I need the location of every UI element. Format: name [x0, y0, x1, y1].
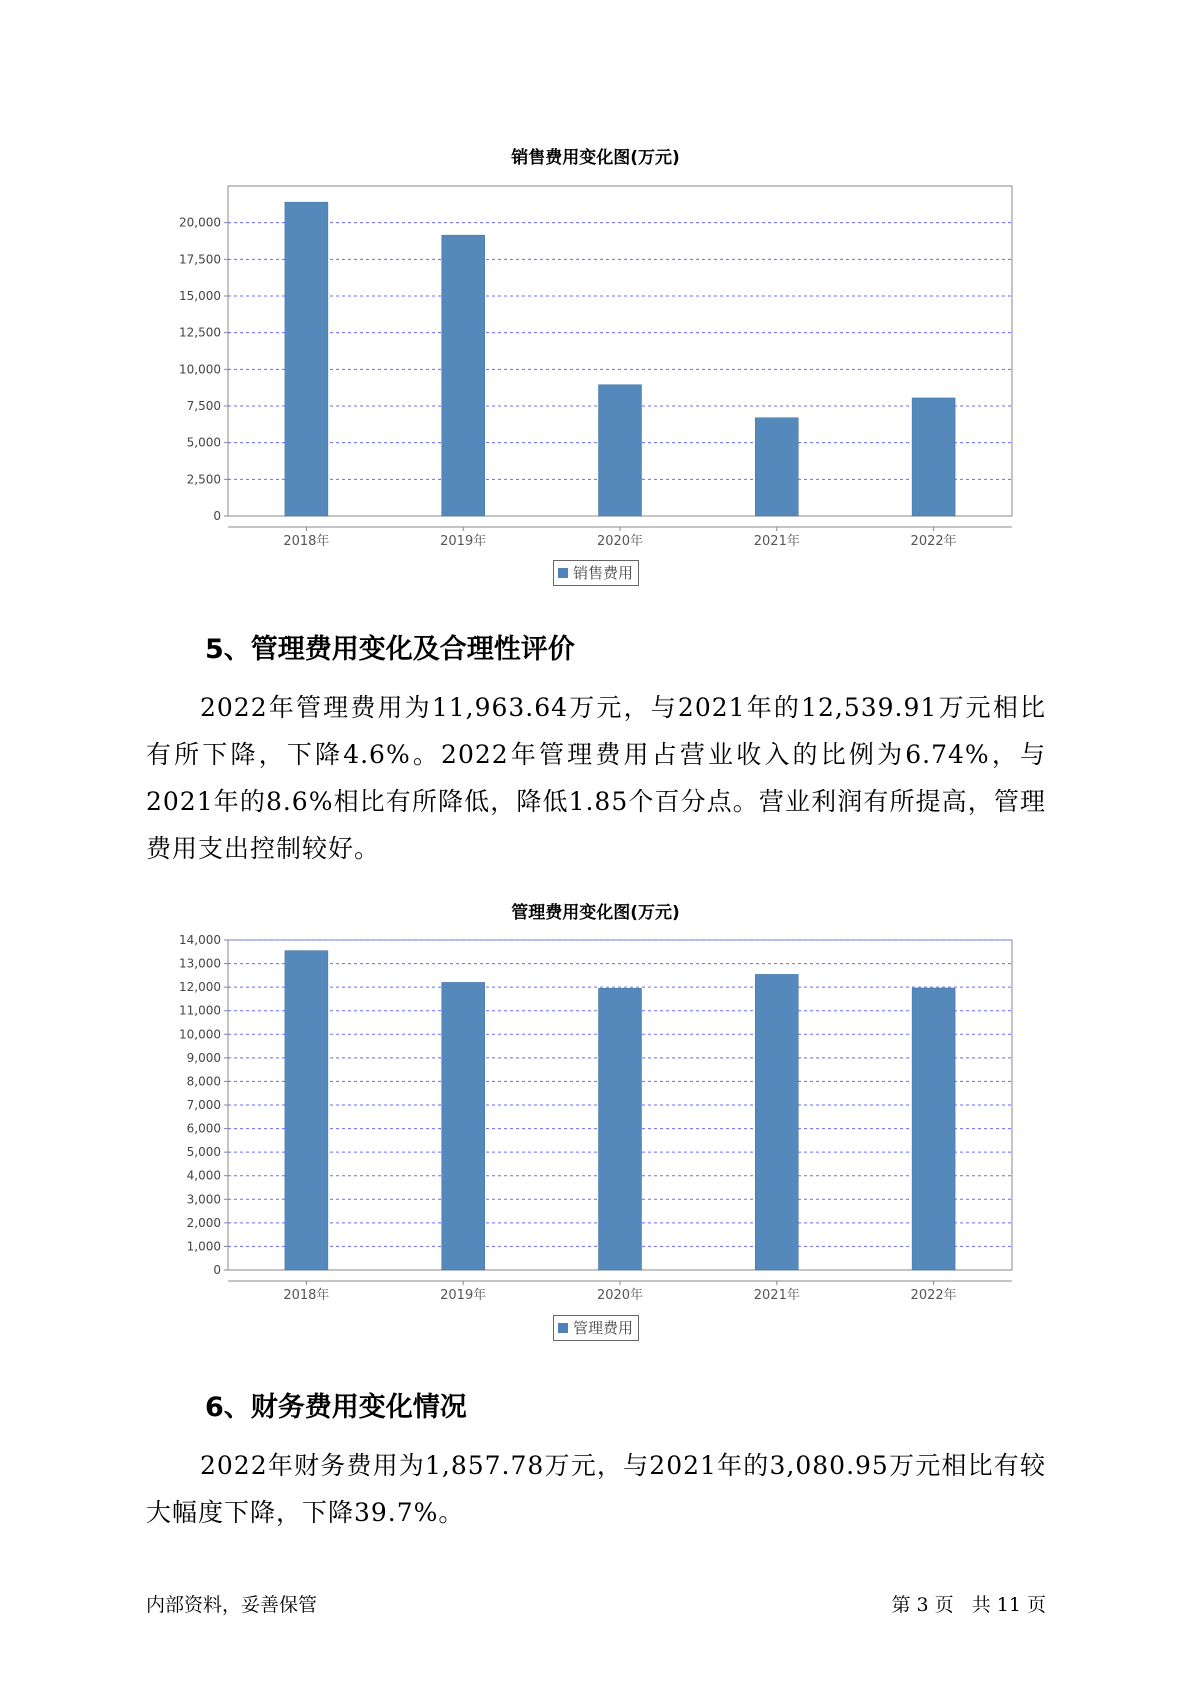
- y-tick-label: 9,000: [186, 1050, 221, 1065]
- y-tick-label: 17,500: [179, 252, 221, 267]
- bar: [442, 982, 485, 1270]
- y-tick-label: 2,500: [186, 472, 221, 487]
- y-tick-label: 15,000: [179, 289, 221, 303]
- x-tick-label: 2021年: [753, 534, 800, 549]
- y-tick-label: 12,000: [179, 980, 221, 995]
- x-tick-label: 2019年: [440, 534, 487, 549]
- y-tick-label: 12,500: [179, 325, 221, 340]
- x-tick-label: 2021年: [753, 1288, 800, 1303]
- y-tick-label: 0: [213, 509, 221, 523]
- y-tick-label: 13,000: [179, 956, 221, 971]
- y-tick-label: 3,000: [186, 1192, 221, 1207]
- y-tick-label: 2,000: [186, 1215, 221, 1230]
- sales-expense-chart-title: 销售费用变化图(万元): [511, 148, 680, 168]
- paragraph-finance-expense: 2022年财务费用为1,857.78万元，与2021年的3,080.95万元相比有较大幅度下降，下降39.7%。: [146, 1451, 1046, 1527]
- footer-page-number: 第 3 页 共 11 页: [891, 1594, 1046, 1616]
- y-tick-label: 14,000: [179, 933, 221, 947]
- admin-expense-legend: [553, 1315, 639, 1341]
- x-tick-label: 2020年: [596, 1288, 644, 1303]
- bar: [912, 988, 955, 1270]
- y-tick-label: 5,000: [186, 1145, 221, 1160]
- y-tick-label: 0: [213, 1263, 221, 1277]
- y-tick-label: 7,000: [186, 1098, 221, 1112]
- y-tick-label: 10,000: [179, 362, 221, 377]
- paragraph-admin-expense: 2022年管理费用为11,963.64万元，与2021年的12,539.91万元相比有所下降，下降4.6%。2022年管理费用占营业收入的比例为6.74%，与2021年的8.6%相比有所降低，降低1.85个百分点。营业利润有所提高，管理费用支出控制较好。: [146, 693, 1046, 863]
- x-tick-label: 2018年: [283, 1288, 330, 1303]
- y-tick-label: 11,000: [179, 1003, 221, 1018]
- y-tick-label: 6,000: [186, 1121, 221, 1136]
- x-tick-label: 2022年: [910, 1288, 957, 1303]
- legend-label-admin: 管理费用: [573, 1319, 634, 1337]
- x-tick-label: 2022年: [910, 534, 957, 549]
- x-tick-label: 2019年: [440, 1288, 487, 1303]
- y-tick-label: 10,000: [179, 1027, 221, 1042]
- x-tick-label: 2020年: [596, 534, 644, 549]
- legend-label-sales: 销售费用: [573, 564, 634, 582]
- section-heading-finance-expense: 6、财务费用变化情况: [205, 1392, 467, 1423]
- footer-confidential-note: 内部资料，妥善保管: [146, 1594, 318, 1616]
- y-tick-label: 7,500: [186, 399, 221, 413]
- admin-expense-chart-title: 管理费用变化图(万元): [511, 903, 680, 923]
- bar: [599, 988, 642, 1270]
- y-tick-label: 20,000: [179, 215, 221, 230]
- x-tick-label: 2018年: [283, 534, 330, 549]
- bar: [285, 951, 328, 1270]
- y-tick-label: 4,000: [186, 1168, 221, 1183]
- y-tick-label: 5,000: [186, 435, 221, 450]
- legend-swatch-admin: [558, 1323, 568, 1333]
- bar: [755, 974, 798, 1270]
- y-tick-label: 1,000: [186, 1239, 221, 1254]
- y-tick-label: 8,000: [186, 1074, 221, 1089]
- section-heading-admin-expense: 5、管理费用变化及合理性评价: [205, 634, 575, 665]
